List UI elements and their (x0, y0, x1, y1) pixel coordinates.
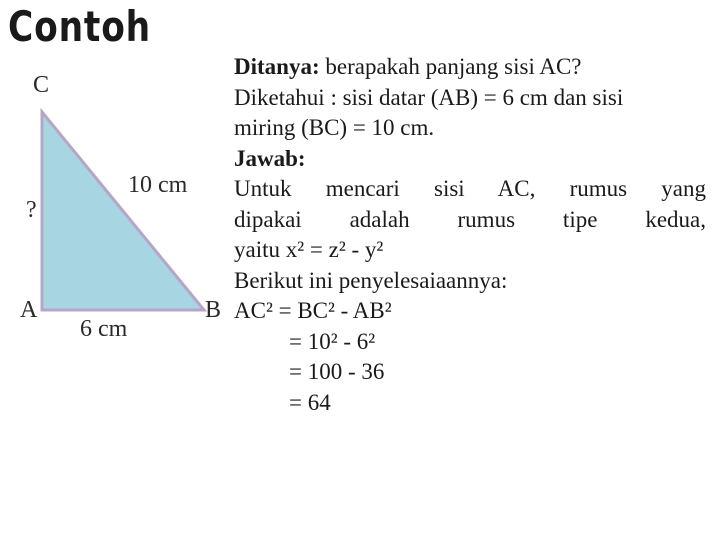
vertex-c-label: C (33, 72, 50, 98)
explanation-line-1: Untuk mencari sisi AC, rumus yang (234, 176, 706, 201)
question-line (234, 52, 706, 83)
formula-line: yaitu x² = z² - y² (234, 237, 384, 262)
calc-step-1: AC² = BC² - AB² (234, 298, 392, 323)
explanation-text (234, 52, 706, 418)
given-line-1: Diketahui : sisi datar (AB) = 6 cm dan sisi (234, 84, 624, 110)
explanation-line-2: dipakai adalah rumus tipe kedua, (234, 206, 706, 232)
hypotenuse-length-label: 10 cm (128, 172, 188, 198)
vertex-a-label: A (20, 297, 38, 323)
given-line-2: miring (BC) = 10 cm. (234, 115, 435, 140)
question-label: Ditanya: (234, 54, 320, 79)
answer-label: Jawab: (234, 145, 306, 171)
vertex-b-label: B (205, 297, 222, 323)
triangle-figure (0, 0, 230, 360)
question-text: berapakah panjang sisi AC? (319, 54, 582, 79)
calc-step-2: = 10² - 6² (289, 328, 376, 354)
calc-step-4: = 64 (289, 389, 331, 415)
page-title: Contoh (8, 2, 152, 51)
solution-intro: Berikut ini penyelesaiaannya: (234, 267, 508, 293)
base-length-label: 6 cm (80, 316, 128, 342)
right-triangle (42, 112, 204, 310)
calc-step-3: = 100 - 36 (289, 359, 385, 384)
unknown-side-label: ? (26, 197, 37, 223)
